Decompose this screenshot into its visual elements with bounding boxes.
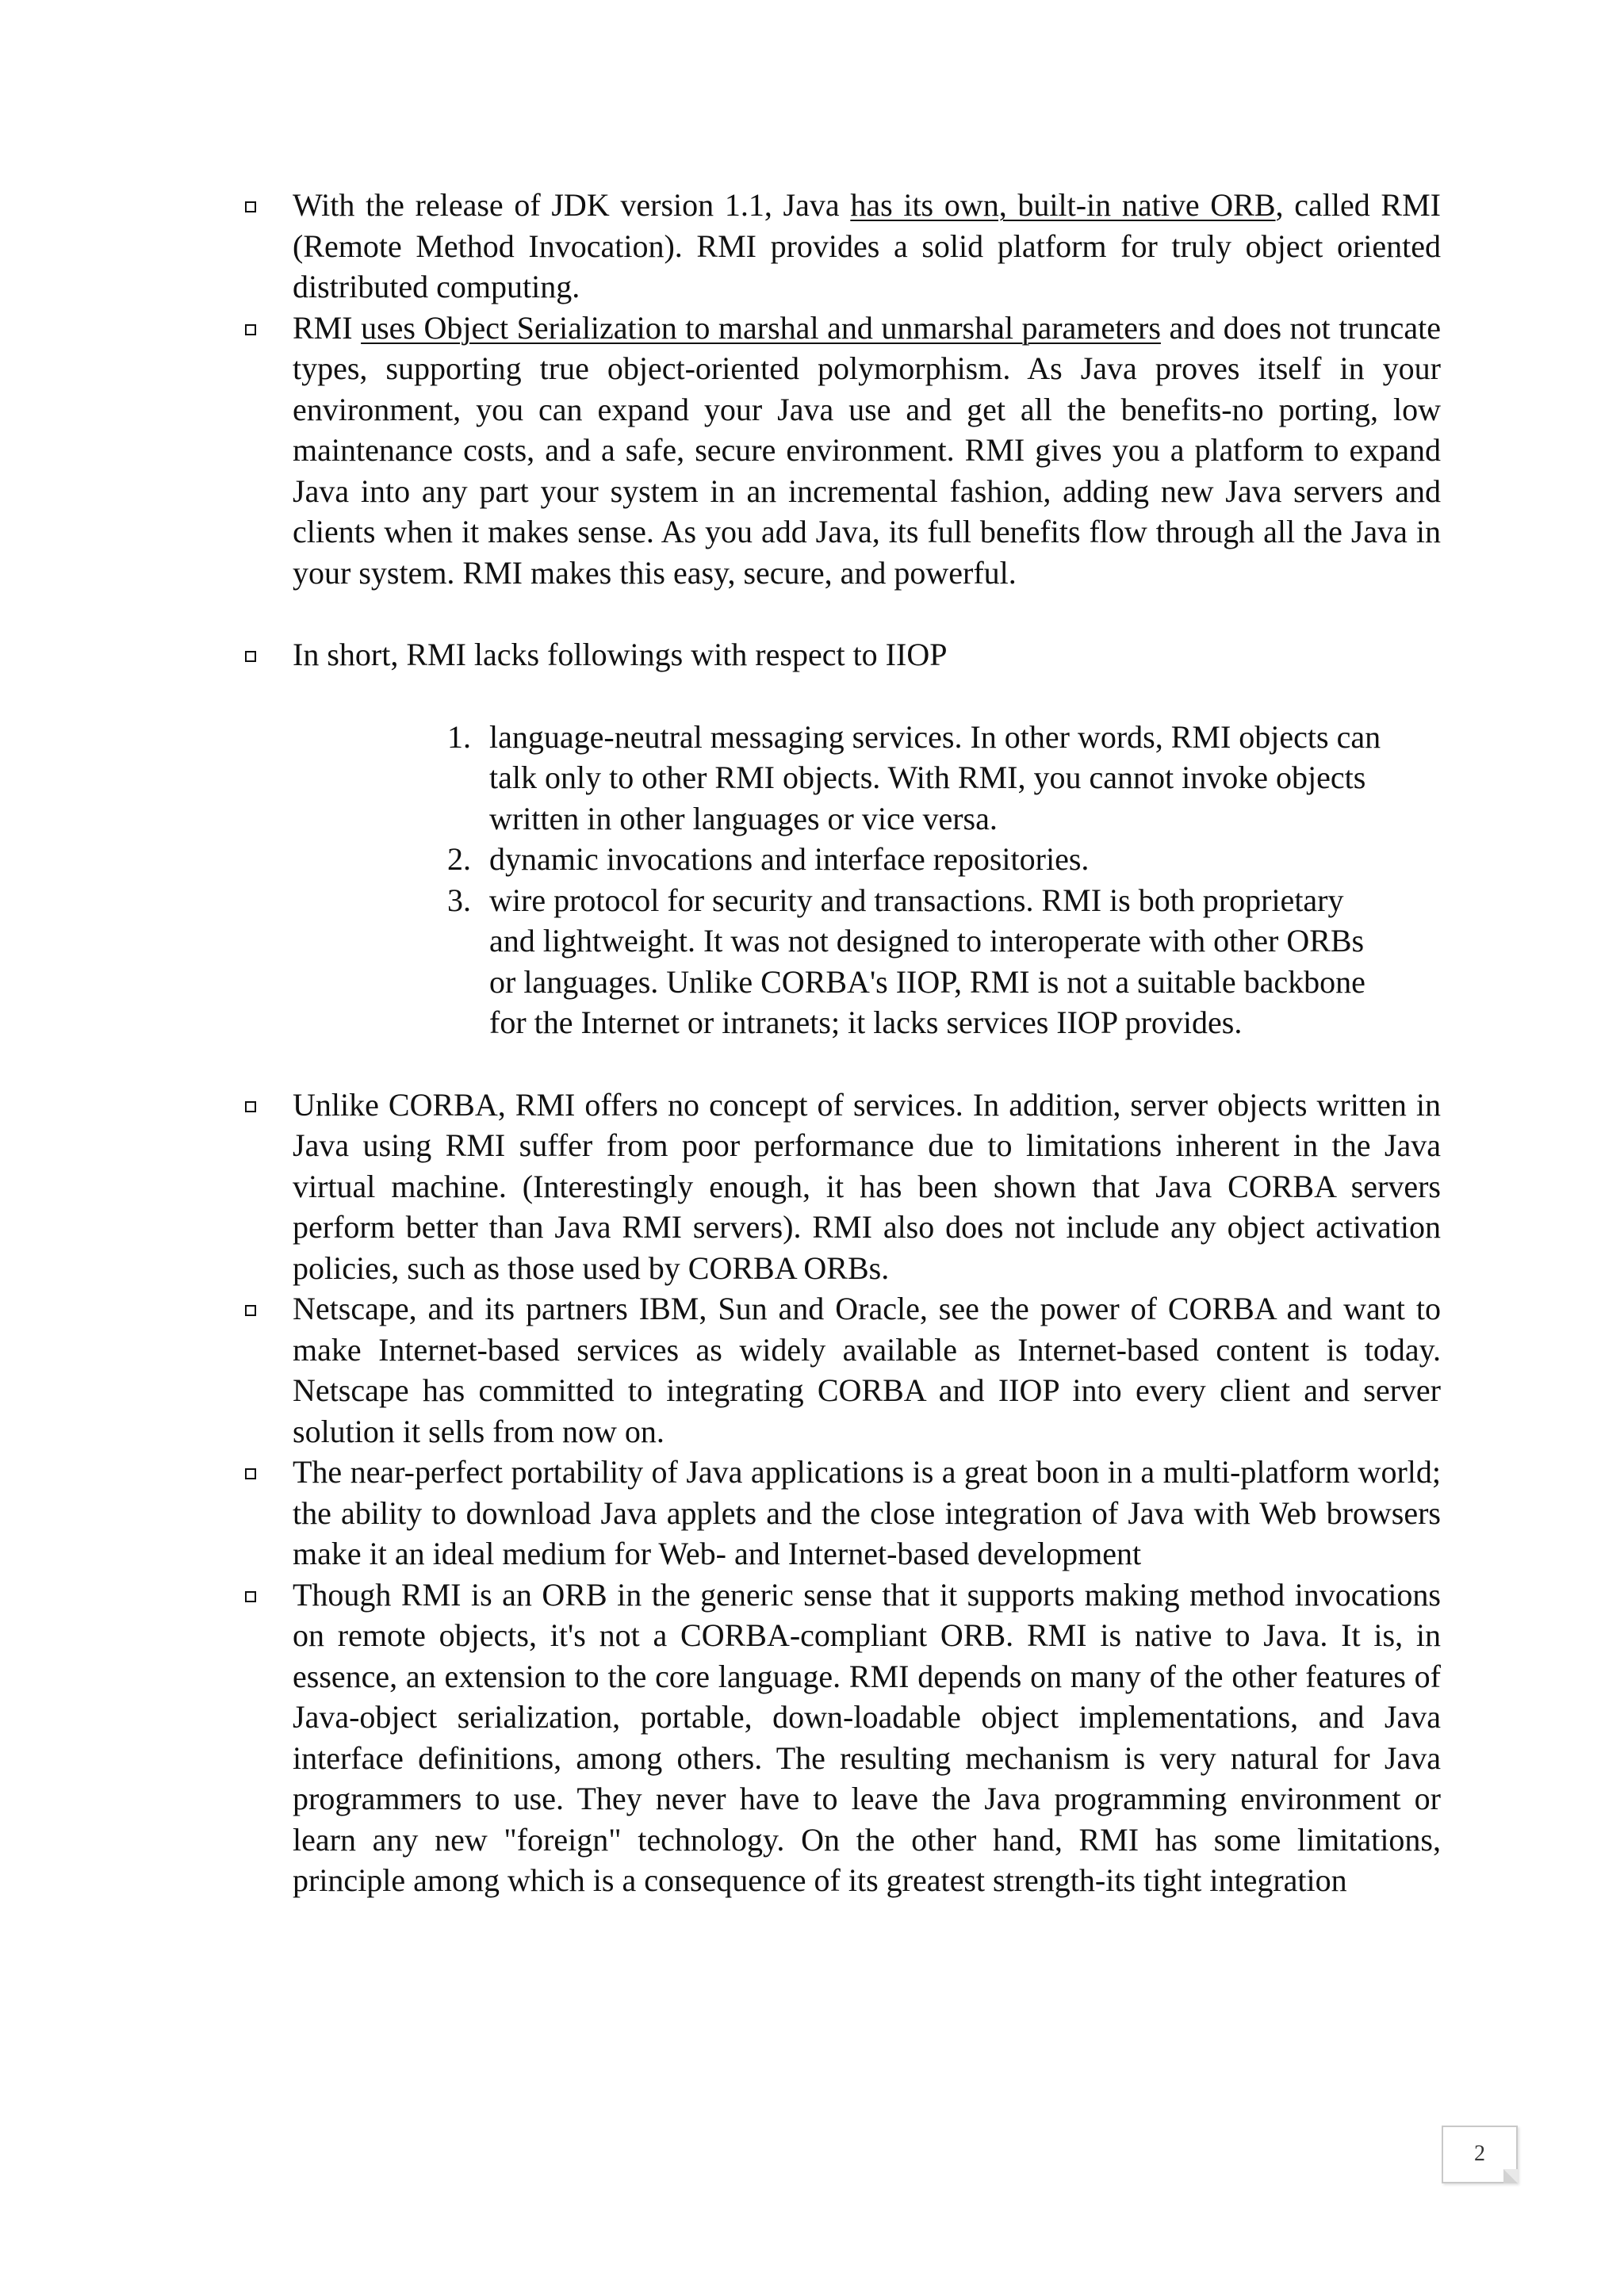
square-bullet-icon [245, 1101, 256, 1112]
bullet-item [242, 1288, 1441, 1452]
list-item [439, 717, 1391, 840]
square-bullet-icon [245, 1305, 256, 1316]
underlined-text: has its own, built-in native ORB [850, 187, 1276, 223]
list-number: 2. [447, 841, 471, 877]
spacer [242, 1043, 1441, 1085]
text-run: RMI [293, 309, 362, 346]
list-item-text: wire protocol for security and transactions. RMI is both proprietary and lightweight. It was not designed to interoperate with other ORBs or languages. Unlike CORBA's IIOP, RMI is not a suitable backbone for the Internet or intranets; it lacks services IIOP provides. [489, 882, 1365, 1040]
square-bullet-icon [245, 201, 256, 212]
list-item [439, 839, 1391, 880]
bullet-item [242, 1085, 1441, 1289]
bullet-text: Unlike CORBA, RMI offers no concept of services. In addition, server objects written in Java using RMI suffer from poor performance due to limitations inherent in the Java virtual machine. (Interestingly enough, it has been shown that Java CORBA servers perform better than Java RMI servers). RMI also does not include any object activation policies, such as those used by CORBA ORBs. [293, 1086, 1441, 1286]
page-number-box [1442, 2126, 1518, 2183]
page-fold-icon [1503, 2169, 1518, 2183]
spacer [242, 675, 1441, 717]
text-run: With the release of JDK version 1.1, Java [293, 187, 851, 223]
list-item [439, 880, 1391, 1043]
bullet-item [242, 1452, 1441, 1575]
spacer [242, 593, 1441, 634]
bullet-item [242, 634, 1441, 675]
bullet-text: In short, RMI lacks followings with respect to IIOP [293, 637, 948, 672]
page-content [242, 185, 1441, 1901]
lacks-list [439, 717, 1391, 1043]
square-bullet-icon [245, 1591, 256, 1602]
text-run: and does not truncate types, supporting true object-oriented polymorphism. As Java proves itself in your environment, you can expand your Java use and get all the benefits-no porting, low maintenance costs, and a safe, secure environment. RMI gives you a platform to expand Java into any part your system in an incremental fashion, adding new Java servers and clients when it makes sense. As you add Java, its full benefits flow through all the Java in your system. RMI makes this easy, secure, and powerful. [293, 309, 1442, 591]
square-bullet-icon [245, 324, 256, 335]
bullet-item [242, 185, 1441, 308]
list-item-text: dynamic invocations and interface repositories. [489, 841, 1090, 877]
square-bullet-icon [245, 1468, 256, 1479]
list-number: 1. [447, 718, 471, 755]
bullet-text [293, 187, 1441, 304]
list-number: 3. [447, 882, 471, 918]
list-item-text: language-neutral messaging services. In other words, RMI objects can talk only to other RMI objects. With RMI, you cannot invoke objects written in other languages or vice versa. [489, 718, 1381, 836]
bullet-item [242, 1575, 1441, 1901]
bullet-item [242, 308, 1441, 594]
bullet-text: Though RMI is an ORB in the generic sense that it supports making method invocations on remote objects, it's not a CORBA-compliant ORB. RMI is native to Java. It is, in essence, an extension to the core language. RMI depends on many of the other features of Java-object serialization, portable, down-loadable object implementations, and Java interface definitions, among others. The resulting mechanism is very natural for Java programmers to use. They never have to leave the Java programming environment or learn any new "foreign" technology. On the other hand, RMI has some limitations, principle among which is a consequence of its greatest strength-its tight integration [293, 1576, 1441, 1898]
bullet-text: Netscape, and its partners IBM, Sun and Oracle, see the power of CORBA and want to make Internet-based services as widely available as Internet-based content is today. Netscape has committed to integrating CORBA and IIOP into every client and server solution it sells from now on. [293, 1291, 1441, 1449]
square-bullet-icon [245, 651, 256, 662]
text-run: , called RMI (Remote Method Invocation). RMI provides a solid platform for truly object oriented distributed computing. [293, 187, 1441, 304]
page-number: 2 [1474, 2141, 1485, 2166]
underlined-text: uses Object Serialization to marshal and unmarshal parameters [361, 309, 1161, 346]
bullet-text: The near-perfect portability of Java applications is a great boon in a multi-platform world; the ability to download Java applets and the close integration of Java with Web browsers make it an ideal medium for Web- and Internet-based development [293, 1454, 1441, 1571]
bullet-text [293, 310, 1441, 591]
